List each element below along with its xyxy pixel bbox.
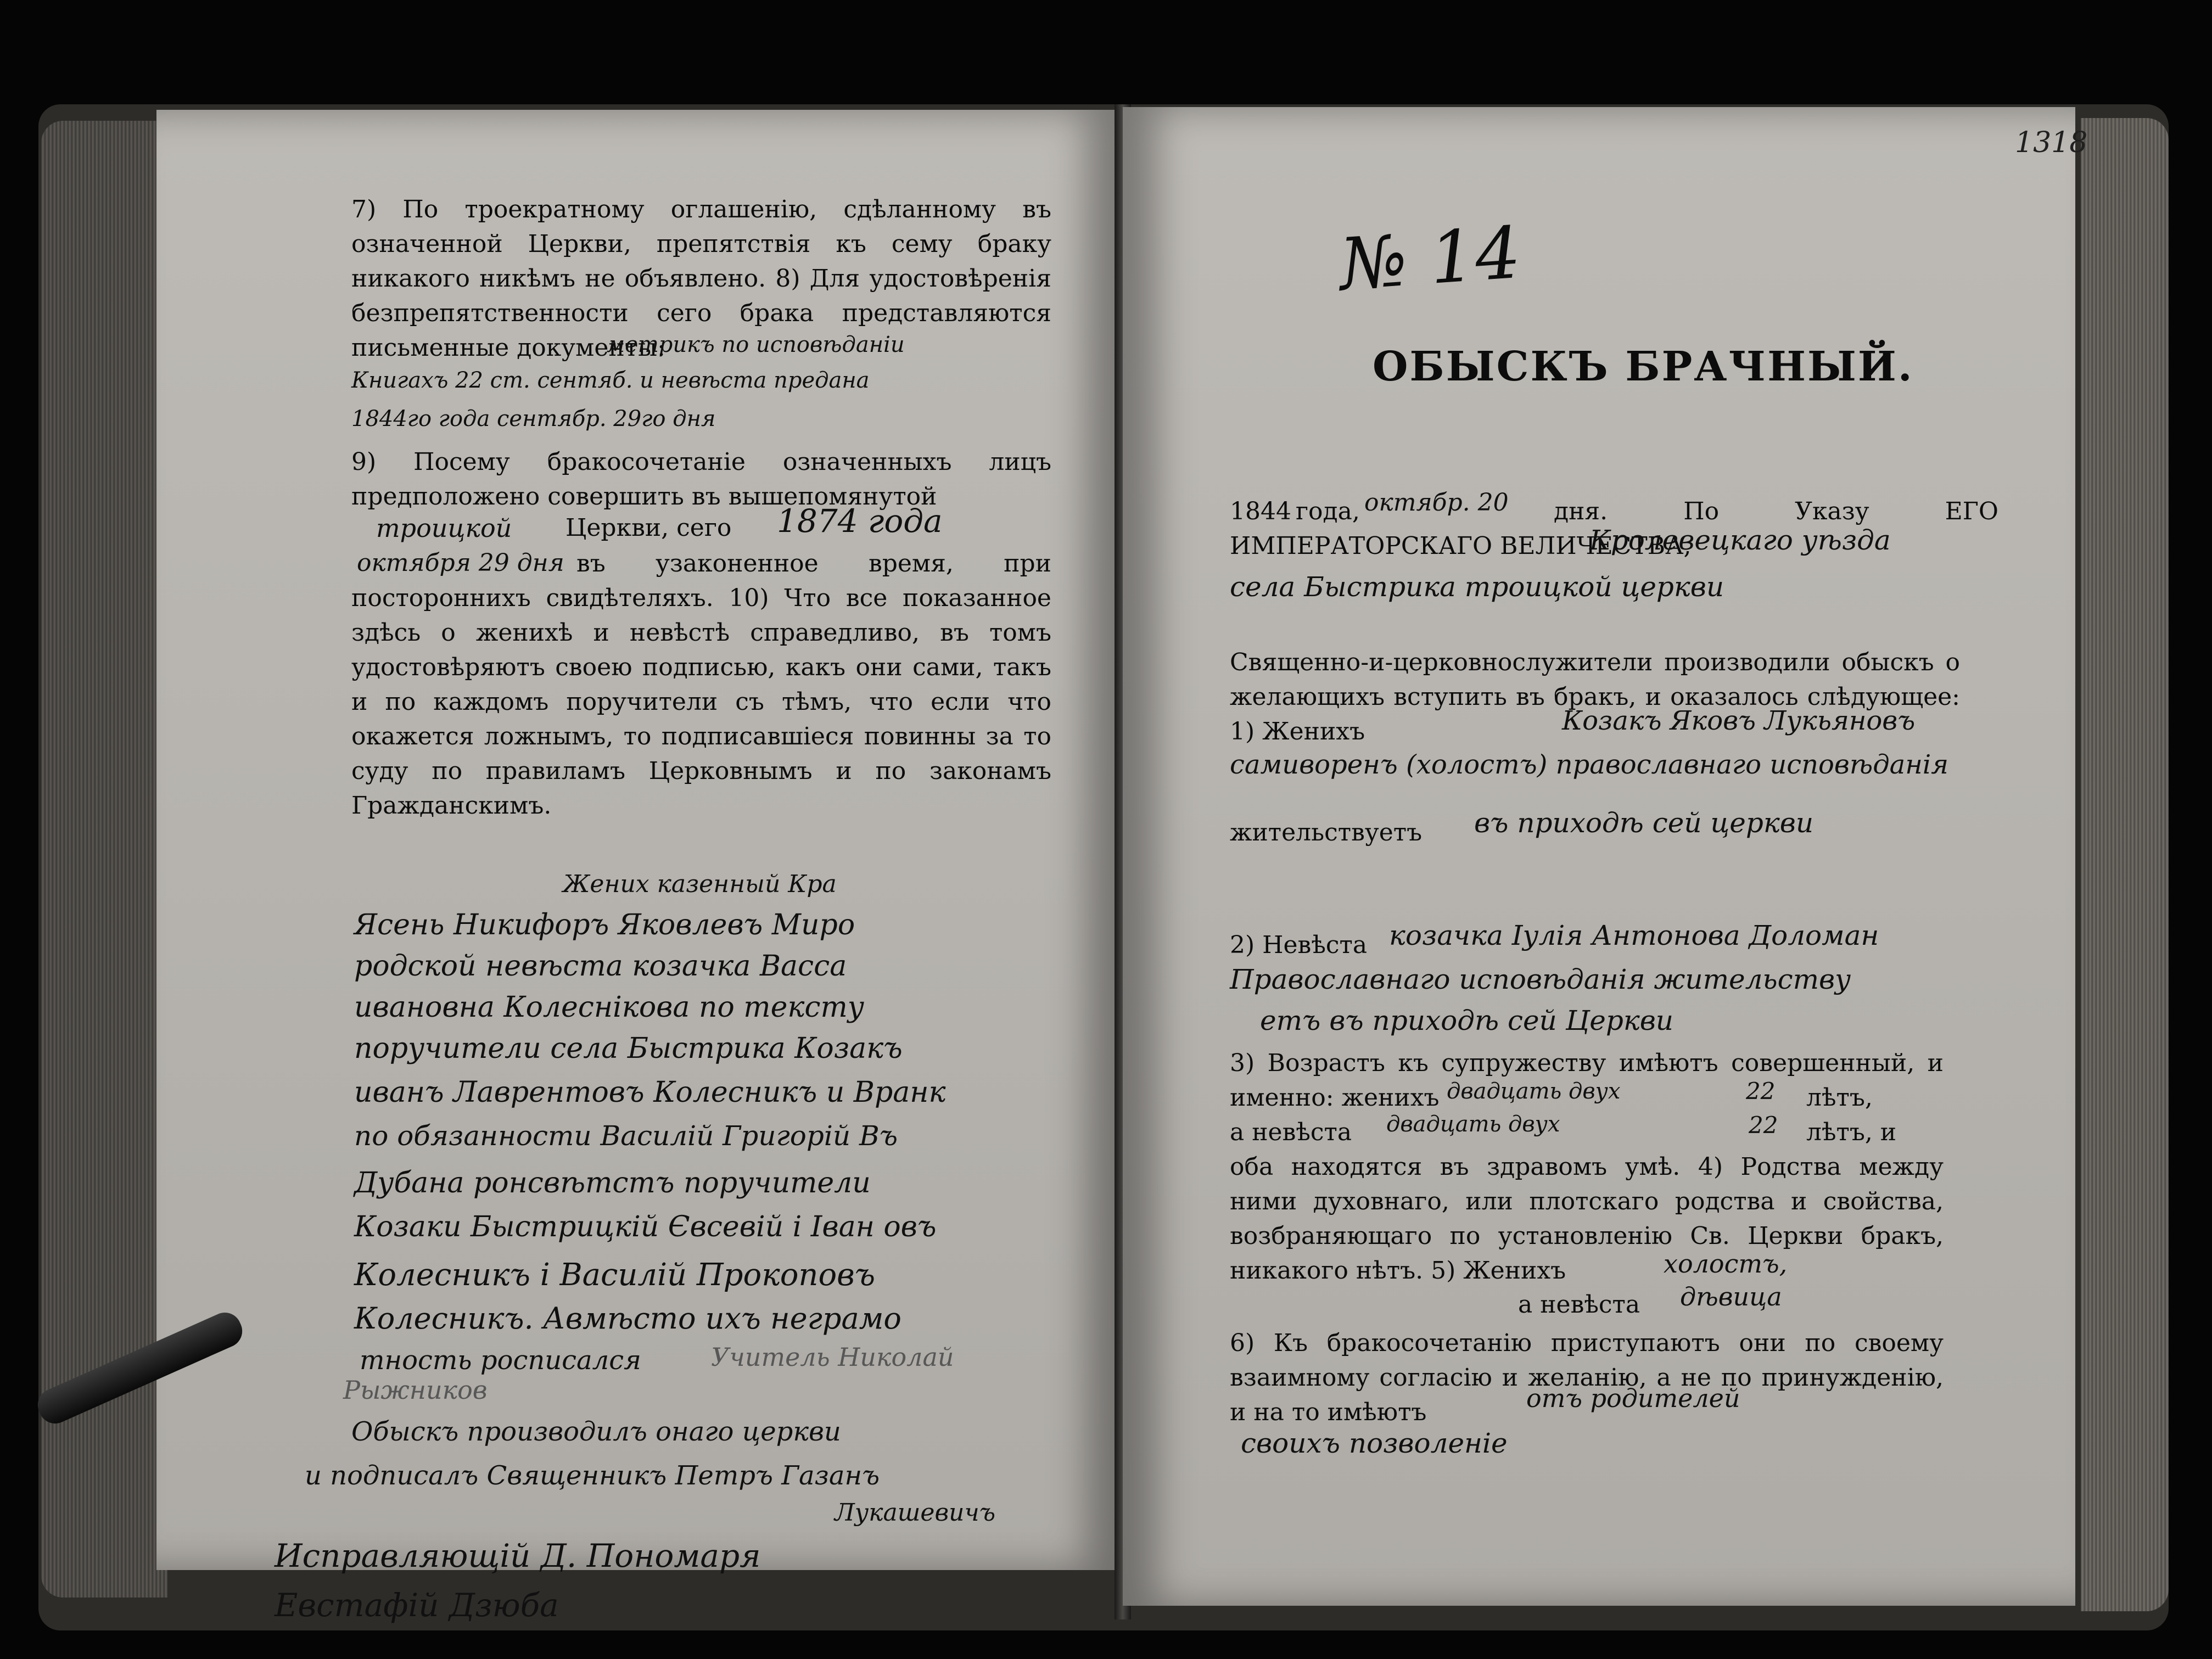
uezd-hand: Кролевецкаго уѣзда [1589,524,1891,556]
hand-line-11: Колесникъ. Авмѣсто ихъ неграмо [354,1301,901,1336]
entry-number-mark: № 14 [1337,210,1524,307]
item5-groom-hand: холостъ, [1664,1249,1788,1279]
age-bride-num: 22 [1749,1112,1778,1139]
resides-label: жительствуетъ [1230,819,1423,847]
item9-date-hand: октября 29 дня [357,549,564,577]
item-6: 6) Къ бракосочетанію приступаютъ они по своему взаимному согласію и желанію, а не по принужденію, и на то имѣютъ [1230,1329,1944,1426]
closing-line-5: Евстафій Дзюба [275,1587,559,1624]
item-health: оба находятся въ здравомъ умѣ. [1230,1153,1681,1181]
hand-line-4: ивановна Колеснікова по тексту [354,991,865,1024]
hand-line-8: Дубана ронсвѣтстъ поручители [354,1167,871,1200]
closing-line-1: Обыскъ производилъ онаго церкви [351,1416,841,1447]
bride-hand-2: Православнаго исповѣданія жительству [1230,963,1851,995]
page-edges-right [2081,118,2169,1611]
item-9b: Церкви, сего [565,514,732,542]
hand-line-7: по обязанности Василій Григорій Въ [354,1120,898,1152]
hand-line-5: поручители села Быстрика Козакъ [354,1032,903,1065]
item-5: 5) Женихъ [1431,1257,1566,1285]
hand-line-3: родской невѣста козачка Васса [354,950,847,983]
age-years-and: лѣтъ, и [1806,1118,1897,1146]
age-bride-label: а невѣста [1230,1118,1352,1146]
pencil-teacher: Учитель Николай [711,1342,954,1372]
right-page [1123,107,2088,1606]
age-groom-num: 22 [1746,1078,1776,1105]
bride-label: 2) Невѣста [1230,931,1368,959]
date-hand: октябр. 20 [1364,489,1509,517]
item-health-4 [1230,1150,1944,1288]
item8-hand-2: Книгахъ 22 ст. сентяб. и невѣста предана [351,368,870,393]
left-page [156,110,1120,1624]
bride-hand-3: етъ въ приходѣ сей Церкви [1260,1005,1674,1036]
pencil-surname: Рыжников [343,1375,488,1405]
church-hand: села Быстрика троицкой церкви [1230,571,1724,603]
item-8: 8) Для удостовѣренія безпрепятственности сего брака представляются письменные документы: [351,265,1051,362]
item-10: 10) Что все показанное здѣсь о женихѣ и невѣстѣ справедливо, въ томъ удостовѣряютъ своею подписью, какъ они сами, такъ и по каждомъ поручители съ тѣмъ, что если что окажется ложнымъ, то подписавшіеся повинны за то суду по правиламъ Церковнымъ и по законамъ Гражданскимъ. [351,584,1051,820]
hand-line-9: Козаки Быстрицкій Євсевій і Іван овъ [354,1210,937,1243]
item-9c: въ узаконенное время, при постороннихъ свидѣтеляхъ. [351,550,1051,612]
age-groom-hand: двадцать двух [1447,1079,1621,1104]
age-bride-hand: двадцать двух [1386,1112,1560,1137]
date-year: 1844 [1230,497,1291,525]
date-word: года, [1296,497,1360,525]
hand-line-2: Ясень Никифоръ Яковлевъ Миро [354,909,855,941]
item8-hand-1: метрикъ по исповѣданіи [607,332,905,357]
item-7: 7) По троекратному оглашенію, сдѣланному въ означенной Церкви, препятствія къ сему браку никакого никѣмъ не объявлено. [351,195,1051,293]
item9-year-hand: 1874 года [777,502,943,540]
item-9c-10 [351,546,1051,823]
hand-line-1: Жених казенный Кра [563,870,837,898]
hand-line-6: иванъ Лаврентовъ Колесникъ и Вранк [354,1076,946,1109]
hand-line-10: Колесникъ і Василій Прокоповъ [354,1257,876,1293]
item6-hand-2: своихъ позволеніе [1241,1427,1508,1459]
item5-bride: а невѣста [1518,1291,1640,1319]
closing-line-4: Исправляющій Д. Пономаря [275,1537,761,1574]
item9-church-hand: троицкой [376,513,512,543]
item-4: 4) Родства между ними духовнаго, или плотскаго родства и свойства, возбраняющаго по установленію Св. Церкви бракъ, никакого нѣтъ. [1230,1153,1944,1285]
age-years: лѣтъ, [1806,1084,1873,1112]
closing-line-3: Лукашевичъ [835,1499,996,1527]
groom-hand-2: самиворенъ (холостъ) православнаго исповѣданія [1230,749,1949,780]
bride-hand-1: козачка Іулія Антонова Доломан [1389,920,1879,951]
item-9-text [351,445,1051,522]
resides-hand: въ приходѣ сей церкви [1474,807,1814,839]
item8-hand-3: 1844го года сентябр. 29го дня [351,406,716,431]
item-9a: 9) Посему бракосочетаніе означенныхъ лицъ предположено совершить въ вышепомянутой [351,448,1051,511]
hand-line-12: тность росписался [360,1345,641,1376]
item5-bride-hand: дѣвица [1680,1282,1782,1311]
officials: Священно-и-церковнослужители производили обыскъ о желающихъ вступить въ бракъ, и оказалось слѣдующее: 1) Женихъ [1230,648,1960,746]
item6-hand-1: отъ родителей [1526,1383,1740,1413]
groom-hand-1: Козакъ Яковъ Лукьяновъ [1562,705,1916,736]
corner-page-number: 1318 [2015,126,2088,159]
age-intro: 3) Возрастъ къ супружеству имѣютъ совершенный, и именно: женихъ [1230,1049,1944,1112]
date-tail-text: дня. По Указу ЕГО ИМПЕРАТОРСКАГО ВЕЛИЧЕСТВА, [1230,497,1998,560]
page-heading: ОБЫСКЪ БРАЧНЫЙ. [1373,343,1914,390]
closing-line-2: и подписалъ Священникъ Петръ Газанъ [305,1460,880,1491]
